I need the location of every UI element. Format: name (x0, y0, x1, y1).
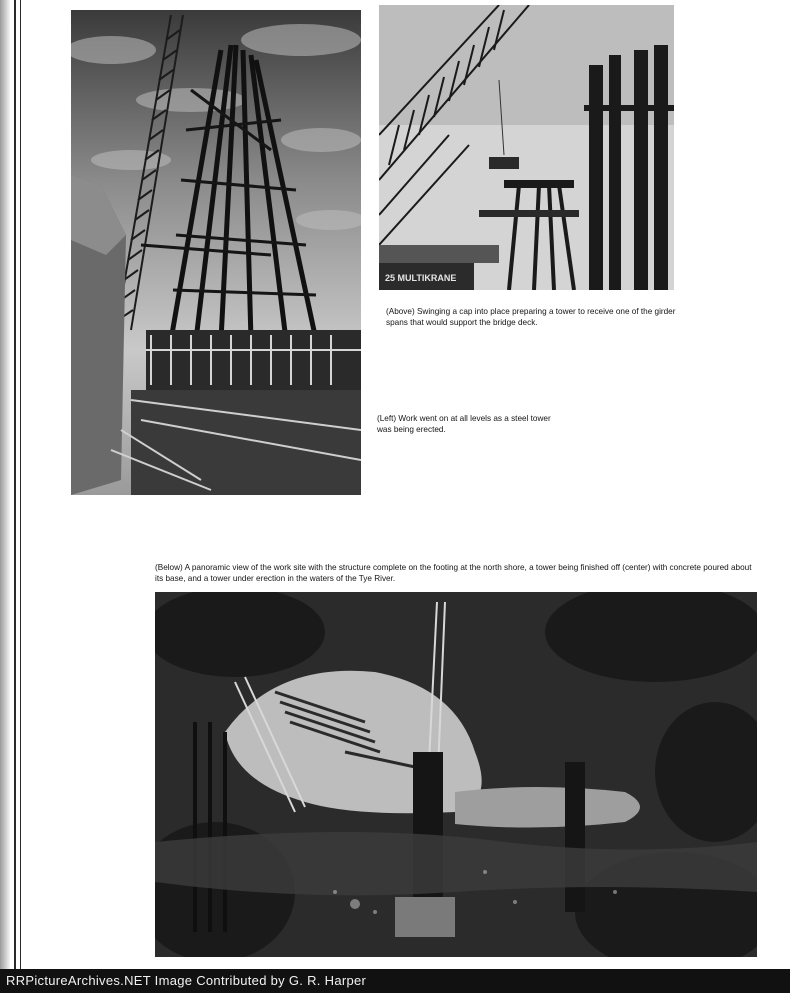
crane-sign: 25 MULTIKRANE (385, 273, 457, 283)
footer-credit-text: RRPictureArchives.NET Image Contributed by G. R. Harper (6, 973, 367, 988)
photo-panoramic-work-site (155, 592, 757, 957)
caption-left: (Left) Work went on at all levels as a steel tower was being erected. (377, 414, 551, 434)
page-edge-shadow (0, 0, 10, 969)
binding-line-inner (20, 0, 21, 969)
photo-cap-swing (379, 5, 674, 290)
binding-line (14, 0, 16, 969)
caption-above: (Above) Swinging a cap into place preparing a tower to receive one of the girder spans that would support the bridge deck. (386, 307, 676, 327)
caption-below: (Below) A panoramic view of the work site with the structure complete on the footing at the north shore, a tower being finished off (center) with concrete poured about its base, and a tower under erection in the waters of the Tye River. (155, 563, 752, 583)
footer-credit-bar (0, 969, 790, 993)
photo-tower-erection (71, 10, 361, 495)
